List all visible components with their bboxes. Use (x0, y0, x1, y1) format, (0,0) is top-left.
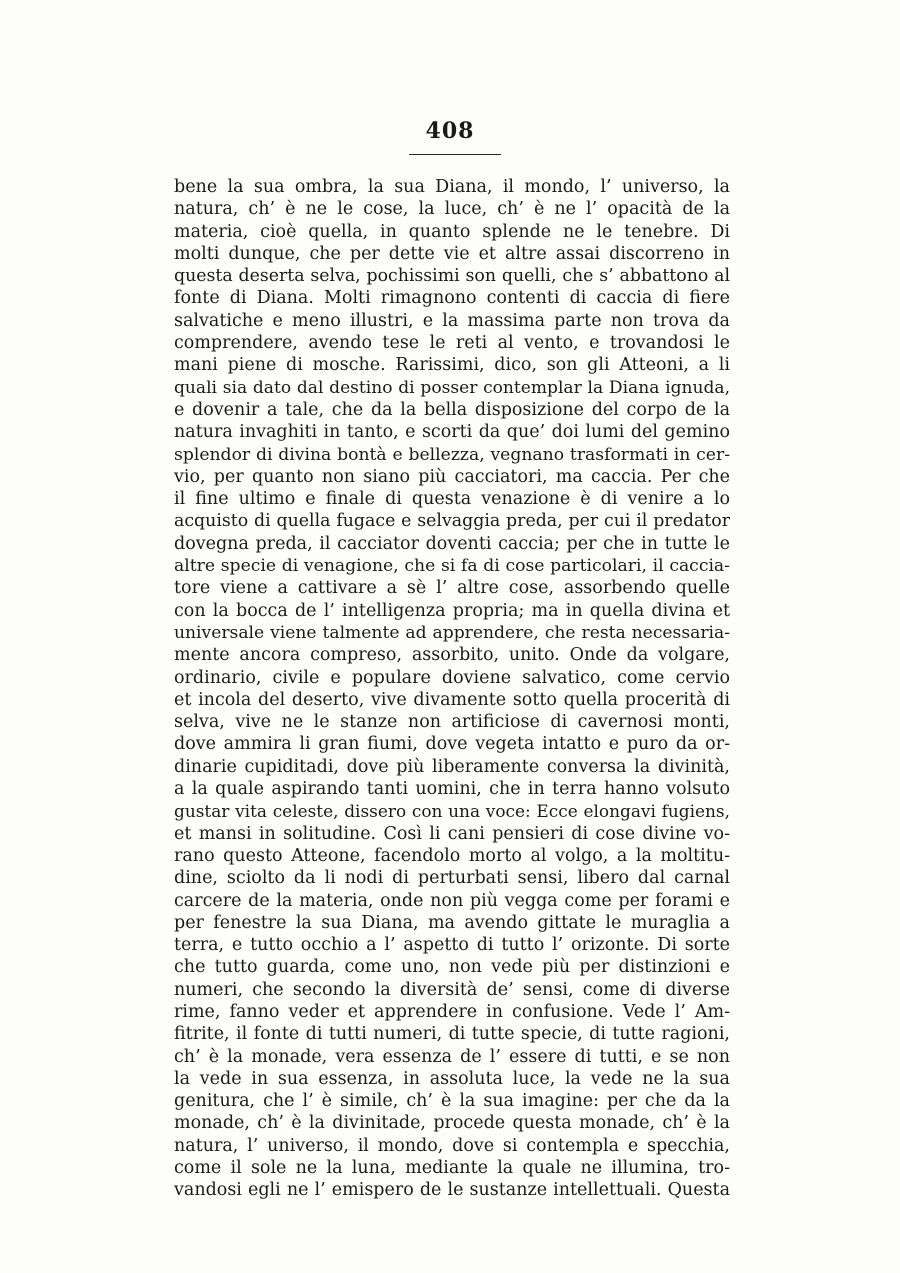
body-text (174, 176, 730, 1202)
text-line: dovegna preda, il cacciator doventi caccia; per che in tutte le (174, 533, 730, 554)
text-line: questa deserta selva, pochissimi son quelli, che s’ abbattono al (174, 266, 730, 287)
text-line: natura, l’ universo, il mondo, dove si contempla e specchia, (174, 1135, 730, 1156)
text-line: gustar vita celeste, dissero con una voce: Ecce elongavi fugiens, (174, 801, 730, 822)
text-line: et incola del deserto, vive divamente sotto quella procerità di (174, 689, 730, 710)
text-line: et mansi in solitudine. Così li cani pensieri di cose divine vo- (174, 823, 730, 844)
text-line: universale viene talmente ad apprendere, che resta necessaria- (174, 622, 730, 643)
text-line: comprendere, avendo tese le reti al vento, e trovandosi le (174, 333, 730, 354)
text-line: dine, sciolto da li nodi di perturbati sensi, libero dal carnal (174, 868, 730, 889)
text-line: dinarie cupiditadi, dove più liberamente conversa la divinità, (174, 756, 730, 777)
text-line: ch’ è la monade, vera essenza de l’ essere di tutti, e se non (174, 1046, 730, 1067)
text-line: numeri, che secondo la diversità de’ sensi, come di diverse (174, 979, 730, 1000)
text-line: fitrite, il fonte di tutti numeri, di tutte specie, di tutte ragioni, (174, 1024, 730, 1045)
text-line: come il sole ne la luna, mediante la quale ne illumina, tro- (174, 1158, 730, 1179)
text-line: rime, fanno veder et apprendere in confusione. Vede l’ Am- (174, 1001, 730, 1022)
text-line: selva, vive ne le stanze non artificiose di cavernosi monti, (174, 712, 730, 733)
text-line: a la quale aspirando tanti uomini, che in terra hanno volsuto (174, 779, 730, 800)
text-line: genitura, che l’ è simile, ch’ è la sua imagine: per che da la (174, 1091, 730, 1112)
text-line: quali sia dato dal destino di posser contemplar la Diana ignuda, (174, 377, 730, 398)
text-line: mente ancora compreso, assorbito, unito. Onde da volgare, (174, 645, 730, 666)
text-line: il fine ultimo e finale di questa venazione è di venire a lo (174, 489, 730, 510)
text-line: mani piene di mosche. Rarissimi, dico, son gli Atteoni, a li (174, 355, 730, 376)
text-line: terra, e tutto occhio a l’ aspetto di tutto l’ orizonte. Di sorte (174, 935, 730, 956)
text-line: tore viene a cattivare a sè l’ altre cose, assorbendo quelle (174, 578, 730, 599)
text-line: carcere de la materia, onde non più vegga come per forami e (174, 890, 730, 911)
text-line: dove ammira li gran fiumi, dove vegeta intatto e puro da or- (174, 734, 730, 755)
page-number: 408 (425, 118, 475, 144)
text-line: fonte di Diana. Molti rimagnono contenti di caccia di fiere (174, 288, 730, 309)
text-line: vandosi egli ne l’ emispero de le sustanze intellettuali. Questa (174, 1180, 730, 1201)
text-line: vio, per quanto non siano più cacciatori, ma caccia. Per che (174, 466, 730, 487)
text-line: altre specie di venagione, che si fa di cose particolari, il caccia- (174, 556, 730, 577)
text-line: salvatiche e meno illustri, e la massima parte non trova da (174, 310, 730, 331)
text-line: materia, cioè quella, in quanto splende ne le tenebre. Di (174, 221, 730, 242)
text-line: molti dunque, che per dette vie et altre assai discorreno in (174, 243, 730, 264)
text-line: la vede in sua essenza, in assoluta luce, la vede ne la sua (174, 1068, 730, 1089)
text-line: acquisto di quella fugace e selvaggia preda, per cui il predator (174, 511, 730, 532)
text-line: rano questo Atteone, facendolo morto al volgo, a la moltitu- (174, 845, 730, 866)
header-rule (409, 154, 501, 155)
text-line: per fenestre la sua Diana, ma avendo gittate le muraglia a (174, 912, 730, 933)
text-line: che tutto guarda, come uno, non vede più per distinzioni e (174, 957, 730, 978)
text-line: splendor di divina bontà e bellezza, vegnano trasformati in cer- (174, 444, 730, 465)
text-line: monade, ch’ è la divinitade, procede questa monade, ch’ è la (174, 1113, 730, 1134)
text-line: e dovenir a tale, che da la bella disposizione del corpo de la (174, 399, 730, 420)
text-line: natura invaghiti in tanto, e scorti da que’ doi lumi del gemino (174, 422, 730, 443)
text-line: bene la sua ombra, la sua Diana, il mondo, l’ universo, la (174, 177, 730, 197)
text-line: ordinario, civile e populare doviene salvatico, come cervio (174, 667, 730, 688)
text-line: natura, ch’ è ne le cose, la luce, ch’ è ne l’ opacità de la (174, 199, 730, 220)
text-line: con la bocca de l’ intelligenza propria; ma in quella divina et (174, 600, 730, 621)
